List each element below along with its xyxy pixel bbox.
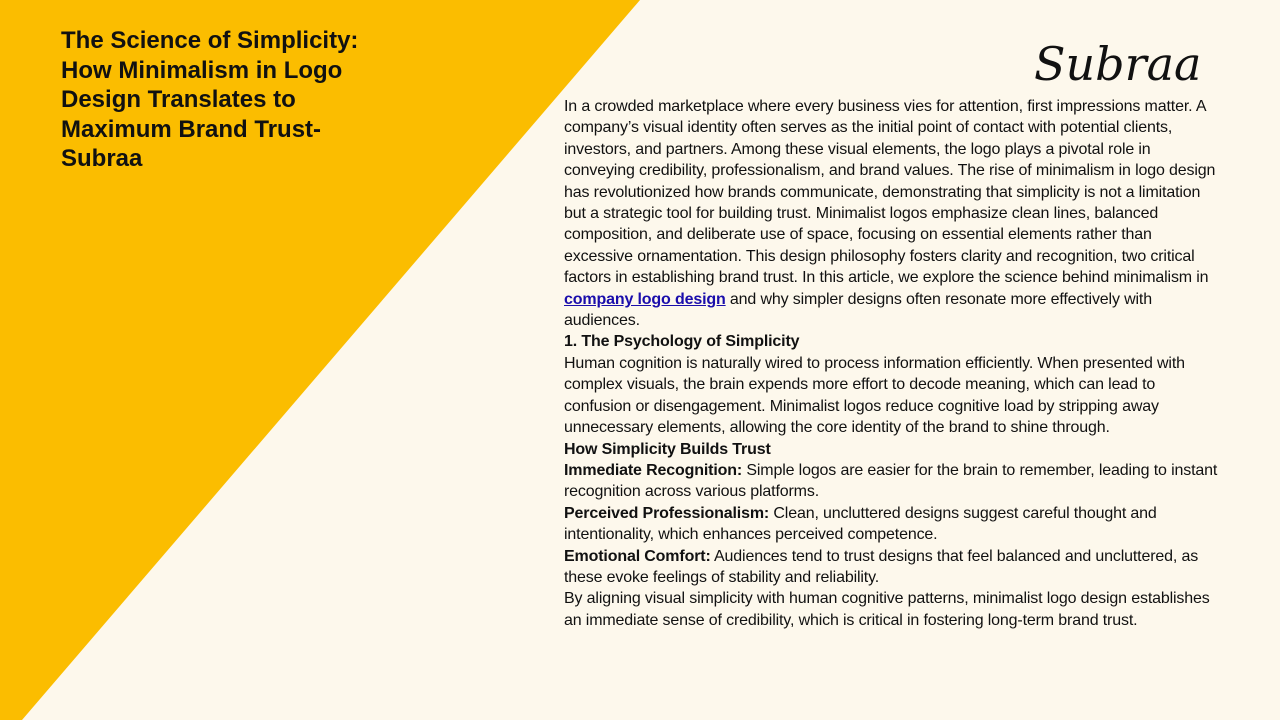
page-title: The Science of Simplicity: How Minimalism in Logo Design Translates to Maximum Brand Trust- Subraa — [61, 27, 359, 173]
subsection-heading: How Simplicity Builds Trust — [564, 440, 771, 458]
intro-paragraph: In a crowded marketplace where every business vies for attention, first impressions matter. A company’s visual identity often serves as the initial point of contact with potential clients, investors, and partners. Among these visual elements, the logo plays a pivotal role in conveying credibility, professionalism, and brand values. The rise of minimalism in logo design has revolutionized how brands communicate, demonstrating that simplicity is not a limitation but a strategic tool for building trust. Minimalist logos emphasize clean lines, balanced composition, and deliberate use of space, focusing on essential elements rather than excessive ornamentation. This design philosophy fosters clarity and recognition, two critical factors in establishing brand trust. In this article, we explore the science behind minimalism in company logo design and why simpler designs often resonate more effectively with audiences. — [564, 98, 1216, 330]
list-item: Emotional Comfort: Audiences tend to trust designs that feel balanced and uncluttered, as these evoke feelings of stability and reliability. — [564, 547, 1199, 586]
list-item: Immediate Recognition: Simple logos are easier for the brain to remember, leading to instant recognition across various platforms. — [564, 461, 1218, 501]
list-item: Perceived Professionalism: Clean, uncluttered designs suggest careful thought and intentionality, which enhances perceived competence. — [564, 504, 1157, 544]
svg-text:Subraa: Subraa — [1034, 37, 1202, 91]
section-paragraph: Human cognition is naturally wired to process information efficiently. When presented with complex visuals, the brain expends more effort to decode meaning, which can lead to confusion or disengagement. Minimalist logos reduce cognitive load by stripping away unnecessary elements, allowing the core identity of the brand to shine through. — [564, 354, 1185, 437]
article-body — [564, 96, 1224, 631]
section-heading: 1. The Psychology of Simplicity — [564, 333, 800, 351]
subraa-logo — [1030, 30, 1235, 92]
closing-paragraph: By aligning visual simplicity with human cognitive patterns, minimalist logo design establishes an immediate sense of credibility, which is critical in fostering long-term brand trust. — [564, 590, 1210, 629]
company-logo-design-link[interactable]: company logo design — [564, 290, 726, 308]
